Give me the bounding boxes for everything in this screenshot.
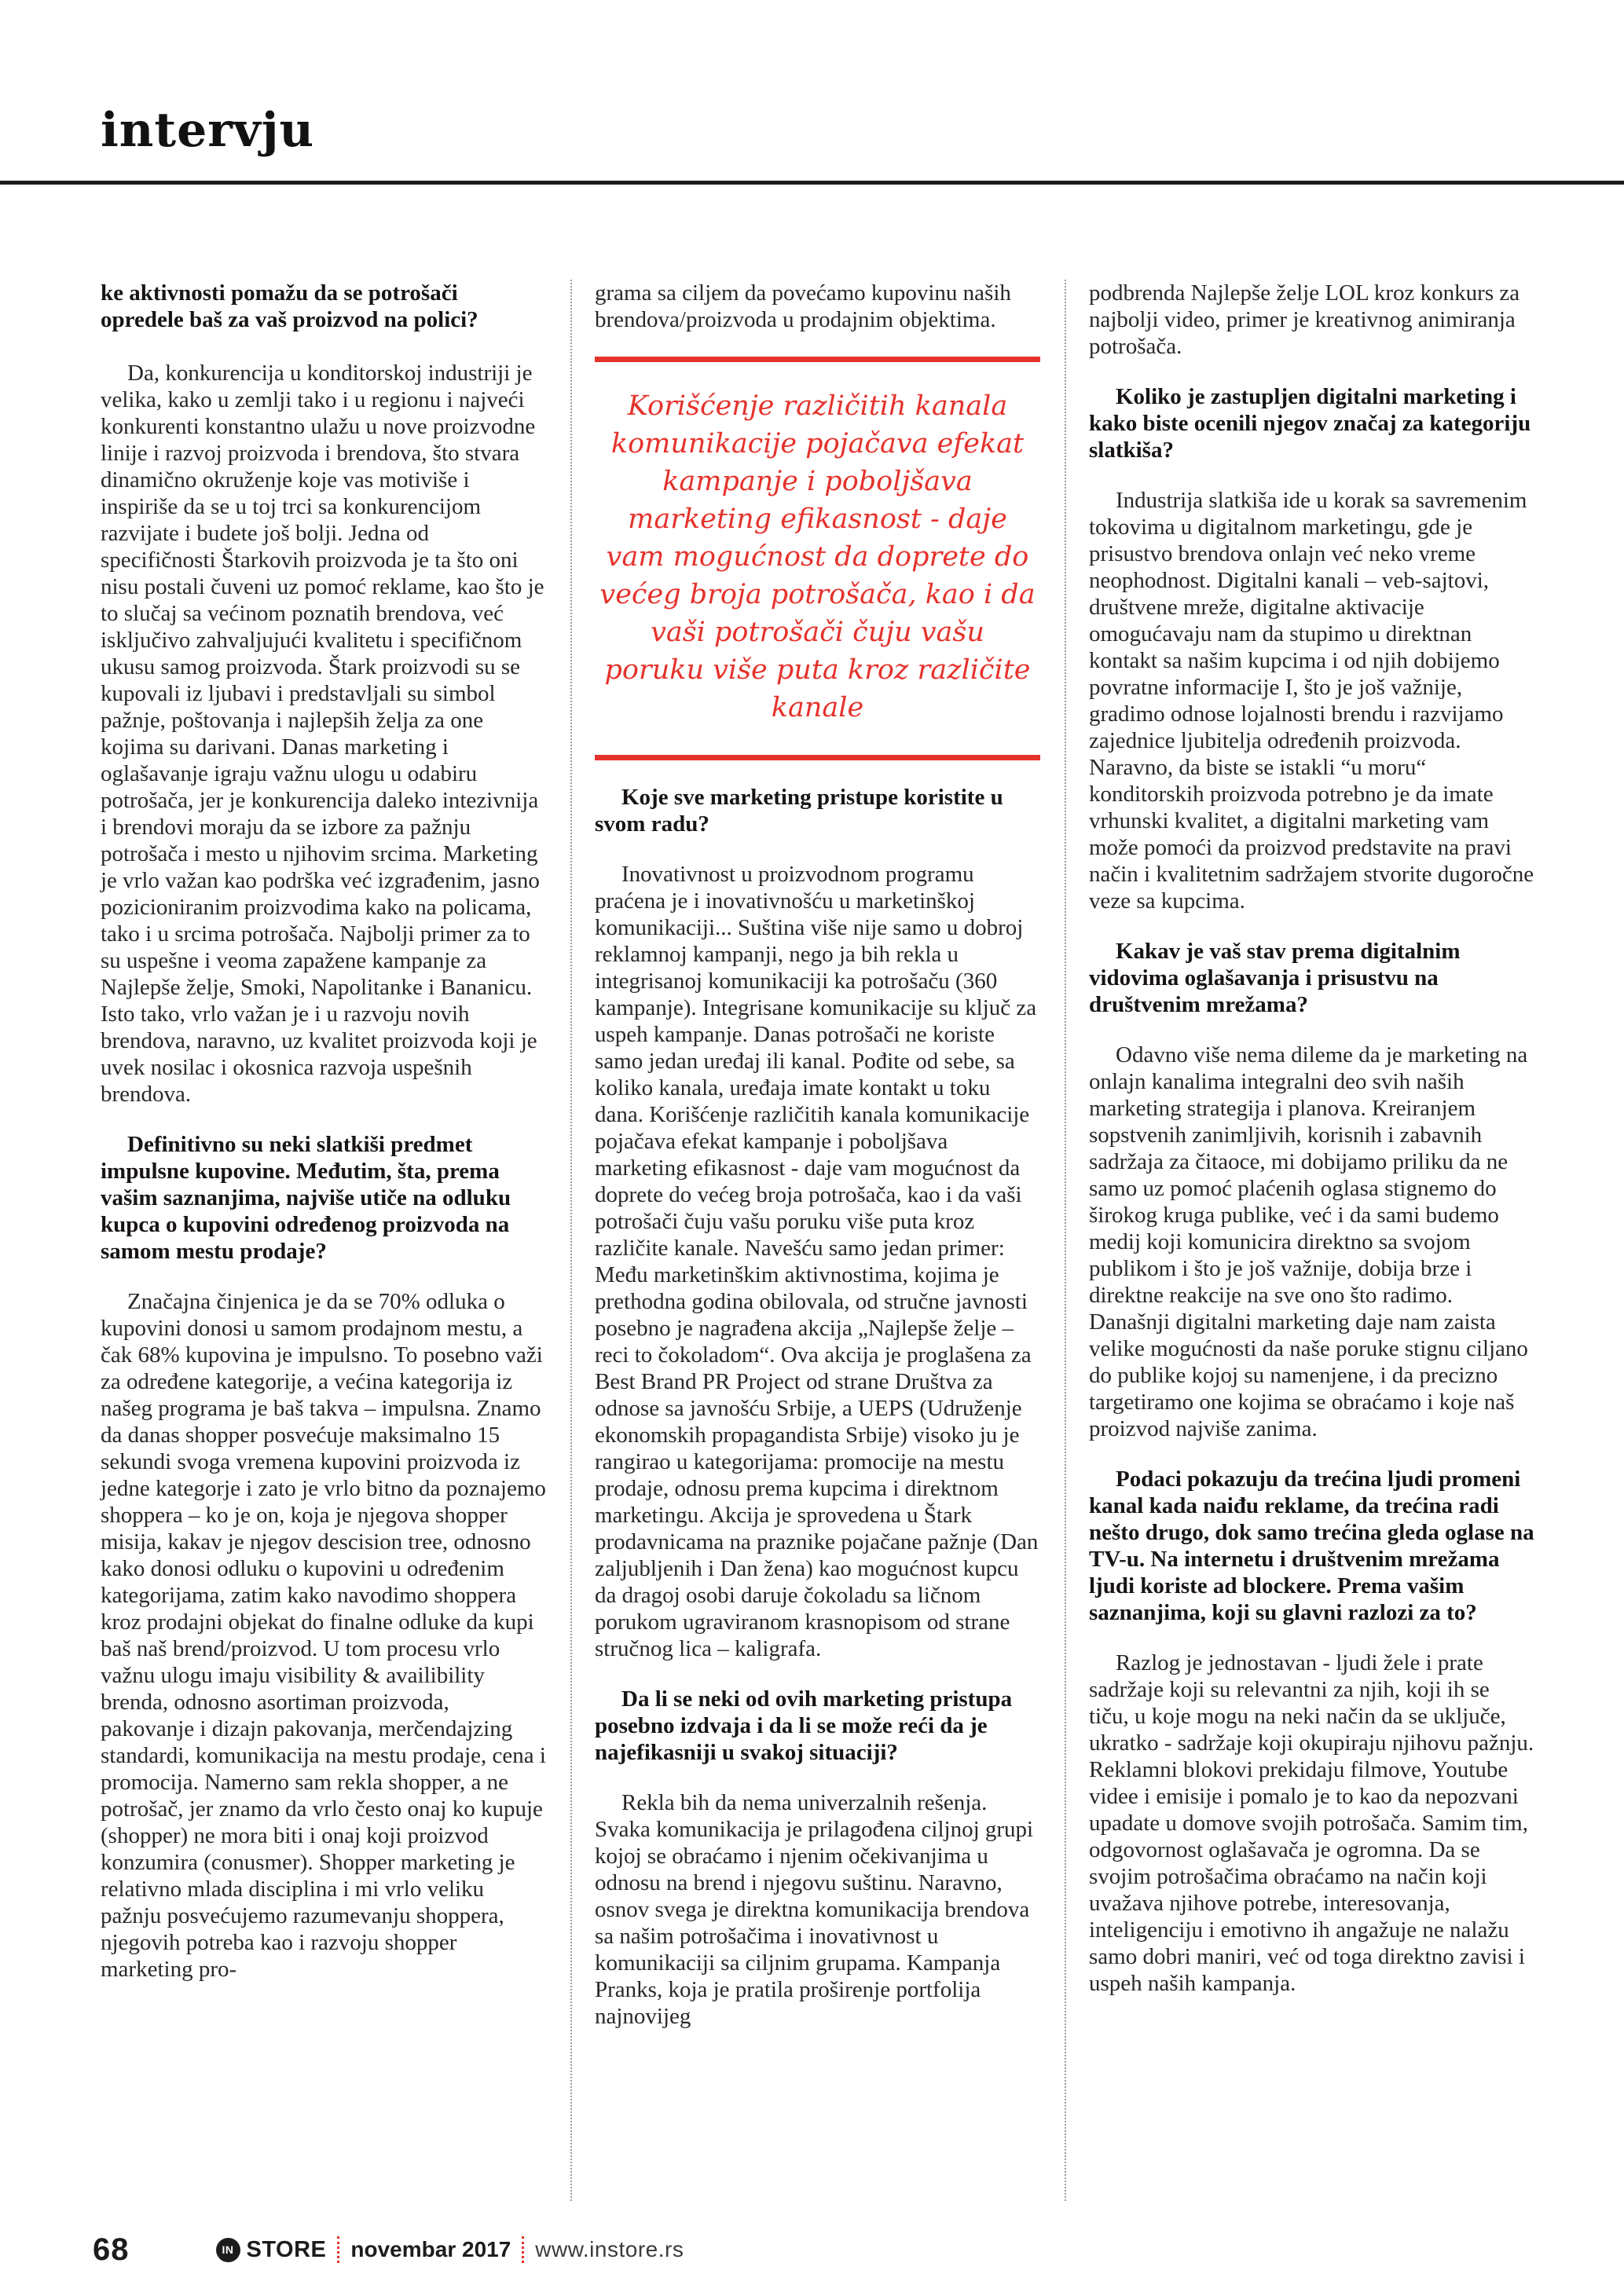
header-rule — [0, 181, 1624, 185]
answer-paragraph-continued: podbrenda Najlepše želje LOL kroz konkurs za najbolji video, primer je kreativnog animiranja potrošača. — [1089, 280, 1520, 359]
interview-question: Podaci pokazuju da trećina ljudi promeni kanal kada naiđu reklame, da trećina radi nešto drugo, dok samo trećina gleda oglase na TV-u. Na internetu i društvenim mrežama ljudi koriste ad blockere. Prema vašim saznanjima, koji su glavni razlozi za to? — [1089, 1467, 1534, 1625]
pull-quote: Korišćenje različitih kanala komunikacije pojačava efekat kampanje i poboljšava marketing efikasnost - daje vam mogućnost da doprete do većeg broja potrošača, kao i da vaši potrošači čuju vašu poruku više puta kroz različite kanale — [599, 390, 1036, 723]
column-2 — [595, 280, 1040, 2030]
store-wordmark: STORE — [246, 2236, 327, 2262]
interview-question: Koliko je zastupljen digitalni marketing i kako biste ocenili njegov značaj za kategoriju slatkiša? — [1089, 384, 1531, 463]
section-label: intervju — [101, 103, 315, 158]
pull-quote-rule-top — [595, 357, 1040, 362]
answer-paragraph: Inovativnost u proizvodnom programu praćena je i inovativnošću u marketinškoj komunikaciji... Suština više nije samo u dobroj reklamnoj kampanji, nego ja bih rekla u integrisanoj komunikaciji ka potrošaču (360 kampanje). Integrisane komunikacije su ključ za uspeh kampanje. Danas potrošači ne koriste samo jedan uređaj ili kanal. Pođite od sebe, sa koliko kanala, uređaja imate kontakt u toku dana. Korišćenje različitih kanala komunikacije pojačava efekat kampanje i poboljšava marketing efikasnost - daje vam mogućnost da doprete do većeg broja potrošača, kao i da vaši potrošači čuju vašu poruku više puta kroz različite kanale. Navešću samo jedan primer: Među marketinškim aktivnostima, kojima je prethodna godina obilovala, od stručne javnosti posebno je nagrađena akcija „Najlepše želje – reci to čokoladom“. Ova akcija je proglašena za Best Brand PR Project od strane Društva za odnose sa javnošću Srbije, a UEPS (Udruženje ekonomskih propagandista Srbije) visoko ju je rangirao u kategorijama: promocije na mestu prodaje, odnosu prema kupcima i direktnom marketingu. Akcija je sprovedena u Štark prodavnicama na praznike pojačane pažnje (Dan zaljubljenih i Dan žena) kao mogućnost kupcu da dragoj osobi daruje čokoladu sa ličnom porukom ugraviranom krasnopisom od strane stručnog lica – kaligrafa. — [595, 862, 1039, 1661]
column-1 — [101, 280, 546, 1983]
answer-paragraph: Da, konkurencija u konditorskoj industriji je velika, kako u zemlji tako i u regionu i najveći konkurenti konstantno ulažu u nove proizvodne linije i razvoj proizvoda i brendova, što stvara dinamično okruženje koje vas motiviše i inspiriše da se u toj trci sa konkurencijom razvijate i budete još bolji. Jedna od specifičnosti Štarkovih proizvoda je ta što oni nisu postali čuveni uz pomoć reklame, kao što je to slučaj sa većinom poznatih brendova, već isključivo zahvaljujući kvalitetu i specifičnom ukusu samog proizvoda. Štark proizvodi su se kupovali iz ljubavi i predstavljali su simbol pažnje, poštovanja i najlepših želja za one kojima su darivani. Danas marketing i oglašavanje igraju važnu ulogu u odabiru potrošača, jer je konkurencija daleko intezivnija i brendovi moraju da se izbore za pažnju potrošača i mesto u njihovim srcima. Marketing je vrlo važan kao podrška već izgrađenim, jasno pozicioniranim proizvodima kako na policama, tako i u srcima potrošača. Najbolji primer za to su uspešne i veoma zapažene kampanje za Najlepše želje, Smoki, Napolitanke i Bananicu. Isto tako, vrlo važan je i u razvoju novih brendova, naravno, uz kvalitet proizvoda koji je uvek nosilac i okosnica razvoja uspešnih brendova. — [101, 361, 544, 1107]
answer-paragraph: Značajna činjenica je da se 70% odluka o kupovini donosi u samom prodajnom mestu, a čak 68% kupovina je impulsno. To posebno važi za određene kategorije, a većina kategorija iz našeg programa je baš takva – impulsna. Znamo da danas shopper posvećuje maksimalno 15 sekundi svoga vremena kupovini proizvoda iz jedne kategorje i zato je vrlo bitno da poznajemo shoppera – ko je on, koja je njegova shopper misija, kakav je njegov descision tree, odnosno kako donosi odluku o kupovini u određenim kategorijama, zatim kako navodimo shoppera kroz prodajni objekat do finalne odluke da kupi baš naš brend/proizvod. U tom procesu vrlo važnu ulogu imaju visibility & availibility brenda, odnosno asortiman proizvoda, pakovanje i dizajn pakovanja, merčendajzing standardi, komunikacija na mestu prodaje, cena i promocija. Namerno sam rekla shopper, a ne potrošač, jer znamo da vrlo često onaj ko kupuje (shopper) ne mora biti i onaj koji proizvod konzumira (conusmer). Shopper marketing je relativno mlada disciplina i mi vrlo veliku pažnju posvećujemo razumevanju shoppera, njegovih potreba kao i razvoju shopper marketing pro- — [101, 1289, 546, 1982]
column-3 — [1089, 280, 1534, 1997]
interview-question: Da li se neki od ovih marketing pristupa posebno izdvaja i da li se može reći da je najefikasniji u svakoj situaciji? — [595, 1686, 1013, 1765]
lead-question-continued: ke aktivnosti pomažu da se potrošači opredele baš za vaš proizvod na polici? — [101, 280, 478, 332]
pull-quote-rule-bottom — [595, 755, 1040, 760]
interview-question: Kakav je vaš stav prema digitalnim vidovima oglašavanja i prisustvu na društvenim mrežama? — [1089, 939, 1461, 1017]
answer-paragraph-continued: grama sa ciljem da povećamo kupovinu naših brendova/proizvoda u prodajnim objektima. — [595, 280, 1011, 332]
column-divider — [1065, 280, 1066, 2201]
page-number: 68 — [93, 2232, 130, 2267]
footer-dotted-separator — [337, 2236, 339, 2263]
interview-question: Definitivno su neki slatkiši predmet impulsne kupovine. Međutim, šta, prema vašim saznanjima, najviše utiče na odluku kupca o kupovini određenog proizvoda na samom mestu prodaje? — [101, 1132, 511, 1264]
instore-logo — [216, 2237, 327, 2263]
answer-paragraph: Rekla bih da nema univerzalnih rešenja. Svaka komunikacija je prilagođena ciljnoj grupi kojoj se obraćamo i njenim očekivanjima u odnosu na brend i njegovu suštinu. Naravno, osnov svega je direktna komunikacija brendova sa našim potrošačima i inovativnost u komunikaciji sa ciljnim grupama. Kampanja Pranks, koja je pratila proširenje portfolija najnovijeg — [595, 1790, 1034, 2029]
page-footer — [93, 2232, 684, 2267]
interview-question: Koje sve marketing pristupe koristite u svom radu? — [595, 785, 1003, 837]
answer-paragraph: Razlog je jednostavan - ljudi žele i prate sadržaje koji su relevantni za njih, koji ih se tiču, u koje mogu na neki način da se uključe, ukratko - sadržaje koji okupiraju njihovu pažnju. Reklamni blokovi prekidaju filmove, Youtube videe i emisije i pomalo je to kao da nepozvani upadate u domove svojih potrošača. Samim tim, odgovornost oglašavača je ogromna. Da se svojim potrošačima obraćamo na način koji uvažava njihove potrebe, interesovanja, inteligenciju i emotivno ih angažuje ne nalažu samo dobri maniri, već od toga direktno zavisi i uspeh naših kampanja. — [1089, 1650, 1534, 1996]
answer-paragraph: Industrija slatkiša ide u korak sa savremenim tokovima u digitalnom marketingu, gde je prisustvo brendova onlajn već neko vreme neophodnost. Digitalni kanali – veb-sajtovi, društvene mreže, digitalne aktivacije omogućavaju nam da stupimo u direktnan kontakt sa našim kupcima i od njih dobijemo povratne informacije I, što je još važnije, gradimo odnose lojalnosti brendu i razvijamo zajednice ljubitelja određenih proizvoda. Naravno, da biste se istakli “u moru“ konditorskih proizvoda potrebno je da imate vrhunski kvalitet, a digitalni marketing vam može pomoći da proizvod predstavite na pravi način i kvalitetnim sadržajem stvorite dugoročne veze sa kupcima. — [1089, 488, 1534, 914]
footer-dotted-separator — [522, 2236, 524, 2263]
issue-date: novembar 2017 — [350, 2237, 511, 2261]
website-url: www.instore.rs — [535, 2237, 684, 2261]
in-circle-icon: IN — [216, 2238, 240, 2262]
answer-paragraph: Odavno više nema dileme da je marketing na onlajn kanalima integralni deo svih naših marketing strategija i planova. Kreiranjem sopstvenih zanimljivih, korisnih i zabavnih sadržaja za čitaoce, mi dobijamo priliku da ne samo uz pomoć plaćenih oglasa stignemo do širokog kruga publike, već i da sami budemo medij koji komunicira direktno sa svojom publikom i što je još važnije, dobija brze i direktne reakcije na sve ono što radimo. Današnji digitalni marketing daje nam zaista velike mogućnosti da naše poruke stignu ciljano do publike kojoj su namenjene, i da precizno targetiramo one kojima se obraćamo i koje naš proizvod najviše zanima. — [1089, 1042, 1528, 1441]
column-divider — [570, 280, 572, 2201]
